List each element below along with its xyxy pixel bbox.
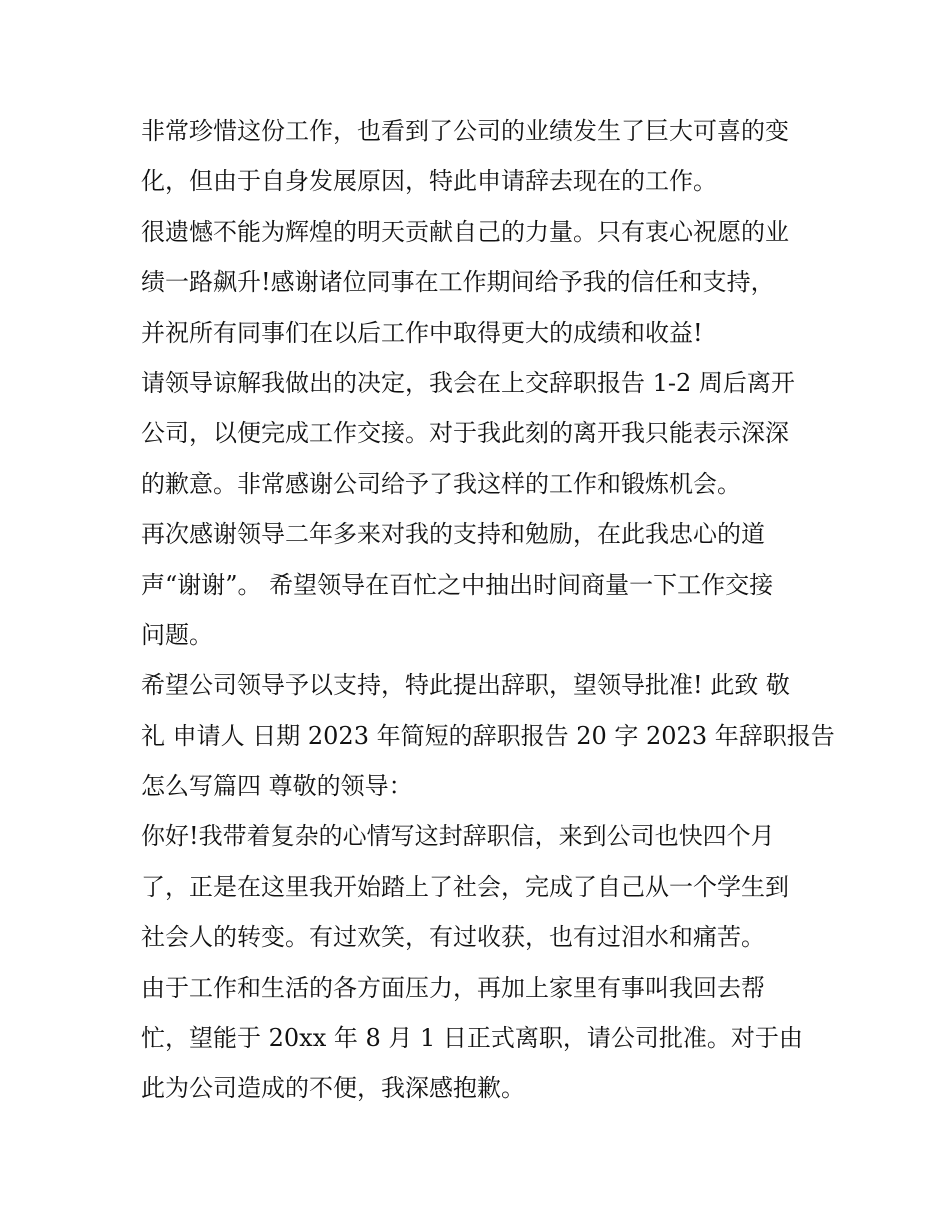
text-line: 非常珍惜这份工作，也看到了公司的业绩发生了巨大可喜的变 [141, 117, 789, 145]
text-line: 问题。 [141, 620, 213, 649]
text-line: 由于工作和生活的各方面压力，再加上家里有事叫我回去帮 [141, 973, 765, 1002]
text-line: 怎么写篇四 尊敬的领导： [141, 772, 413, 801]
text-line: 公司，以便完成工作交接。对于我此刻的离开我只能表示深深 [141, 419, 789, 448]
text-line: 并祝所有同事们在以后工作中取得更大的成绩和收益! [141, 318, 703, 347]
document-body [141, 106, 835, 1114]
text-line: 的歉意。非常感谢公司给予了我这样的工作和锻炼机会。 [141, 469, 741, 498]
text-line: 再次感谢领导二年多来对我的支持和勉励，在此我忠心的道 [141, 520, 765, 549]
text-line: 希望公司领导予以支持，特此提出辞职，望领导批准! 此致 敬 [141, 671, 790, 700]
text-line: 化，但由于自身发展原因，特此申请辞去现在的工作。 [141, 167, 717, 196]
text-line: 绩一路飙升!感谢诸位同事在工作期间给予我的信任和支持， [141, 268, 775, 297]
text-line: 社会人的转变。有过欢笑，有过收获，也有过泪水和痛苦。 [141, 923, 765, 952]
text-line: 你好!我带着复杂的心情写这封辞职信，来到公司也快四个月 [141, 822, 775, 851]
text-line: 声“谢谢”。 希望领导在百忙之中抽出时间商量一下工作交接 [141, 570, 774, 599]
text-line: 很遗憾不能为辉煌的明天贡献自己的力量。只有衷心祝愿的业 [141, 217, 789, 246]
text-line: 礼 申请人 日期 2023 年简短的辞职报告 20 字 2023 年辞职报告 [141, 721, 835, 750]
text-line: 忙，望能于 20xx 年 8 月 1 日正式离职，请公司批准。对于由 [141, 1024, 803, 1053]
text-line: 了，正是在这里我开始踏上了社会，完成了自己从一个学生到 [141, 872, 789, 901]
text-line: 请领导谅解我做出的决定，我会在上交辞职报告 1-2 周后离开 [141, 368, 795, 397]
text-line: 此为公司造成的不便，我深感抱歉。 [141, 1074, 525, 1103]
